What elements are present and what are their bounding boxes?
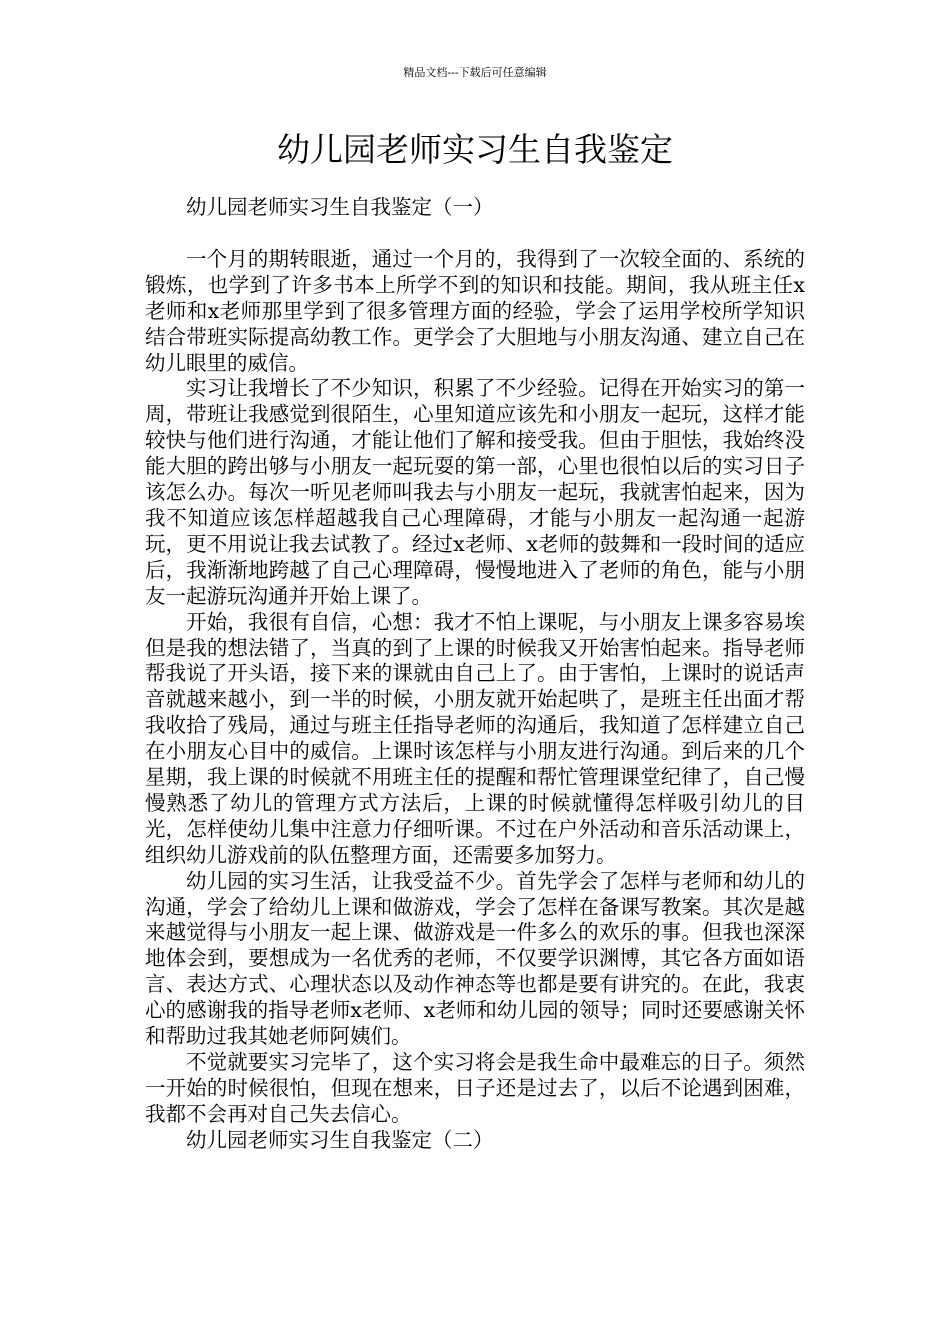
paragraph-1: 一个月的期转眼逝，通过一个月的，我得到了一次较全面的、系统的锻炼，也学到了许多书本上所学不到的知识和技能。期间，我从班主任x老师和x老师那里学到了很多管理方面的经验，学会了运用学校所学知识结合带班实际提高幼教工作。更学会了大胆地与小朋友沟通、建立自己在幼儿眼里的威信。 [145, 246, 805, 375]
section-heading-2: 幼儿园老师实习生自我鉴定（二） [186, 1127, 494, 1152]
paragraph-5: 不觉就要实习完毕了，这个实习将会是我生命中最难忘的日子。须然一开始的时候很怕，但现在想来，日子还是过去了，以后不论遇到困难，我都不会再对自己失去信心。 [145, 1050, 805, 1126]
paragraph-3: 开始，我很有自信，心想：我才不怕上课呢，与小朋友上课多容易埃但是我的想法错了，当真的到了上课的时候我又开始害怕起来。指导老师帮我说了开头语，接下来的课就由自己上了。由于害怕，上课时的说话声音就越来越小，到一半的时候，小朋友就开始起哄了，是班主任出面才帮我收拾了残局，通过与班主任指导老师的沟通后，我知道了怎样建立自己在小朋友心目中的威信。上课时该怎样与小朋友进行沟通。到后来的几个星期，我上课的时候就不用班主任的提醒和帮忙管理课堂纪律了，自己慢慢熟悉了幼儿的管理方式方法后，上课的时候就懂得怎样吸引幼儿的目光，怎样使幼儿集中注意力仔细听课。不过在户外活动和音乐活动课上，组织幼儿游戏前的队伍整理方面，还需要多加努力。 [145, 609, 805, 867]
paragraph-4: 幼儿园的实习生活，让我受益不少。首先学会了怎样与老师和幼儿的沟通，学会了给幼儿上课和做游戏，学会了怎样在备课写教案。其次是越来越觉得与小朋友一起上课、做游戏是一件多么的欢乐的事。但我也深深地体会到，要想成为一名优秀的老师，不仅要学识渊博，其它各方面如语言、表达方式、心理状态以及动作神态等也都是要有讲究的。在此，我衷心的感谢我的指导老师x老师、x老师和幼儿园的领导；同时还要感谢关怀和帮助过我其她老师阿姨们。 [145, 868, 805, 1049]
page-header: 精品文档---下载后可任意编辑 [403, 66, 547, 79]
document-body [145, 195, 805, 1154]
paragraph-2: 实习让我增长了不少知识，积累了不少经验。记得在开始实习的第一周，带班让我感觉到很陌生，心里知道应该先和小朋友一起玩，这样才能较快与他们进行沟通，才能让他们了解和接受我。但由于胆怯，我始终没能大胆的跨出够与小朋友一起玩耍的第一部，心里也很怕以后的实习日子该怎么办。每次一听见老师叫我去与小朋友一起玩，我就害怕起来，因为我不知道应该怎样超越我自己心理障碍，才能与小朋友一起沟通一起游玩，更不用说让我去试教了。经过x老师、x老师的鼓舞和一段时间的适应后，我渐渐地跨越了自己心理障碍，慢慢地进入了老师的角色，能与小朋友一起游玩沟通并开始上课了。 [145, 376, 805, 608]
section-heading-1: 幼儿园老师实习生自我鉴定（一） [186, 195, 494, 219]
document-title: 幼儿园老师实习生自我鉴定 [277, 130, 673, 169]
